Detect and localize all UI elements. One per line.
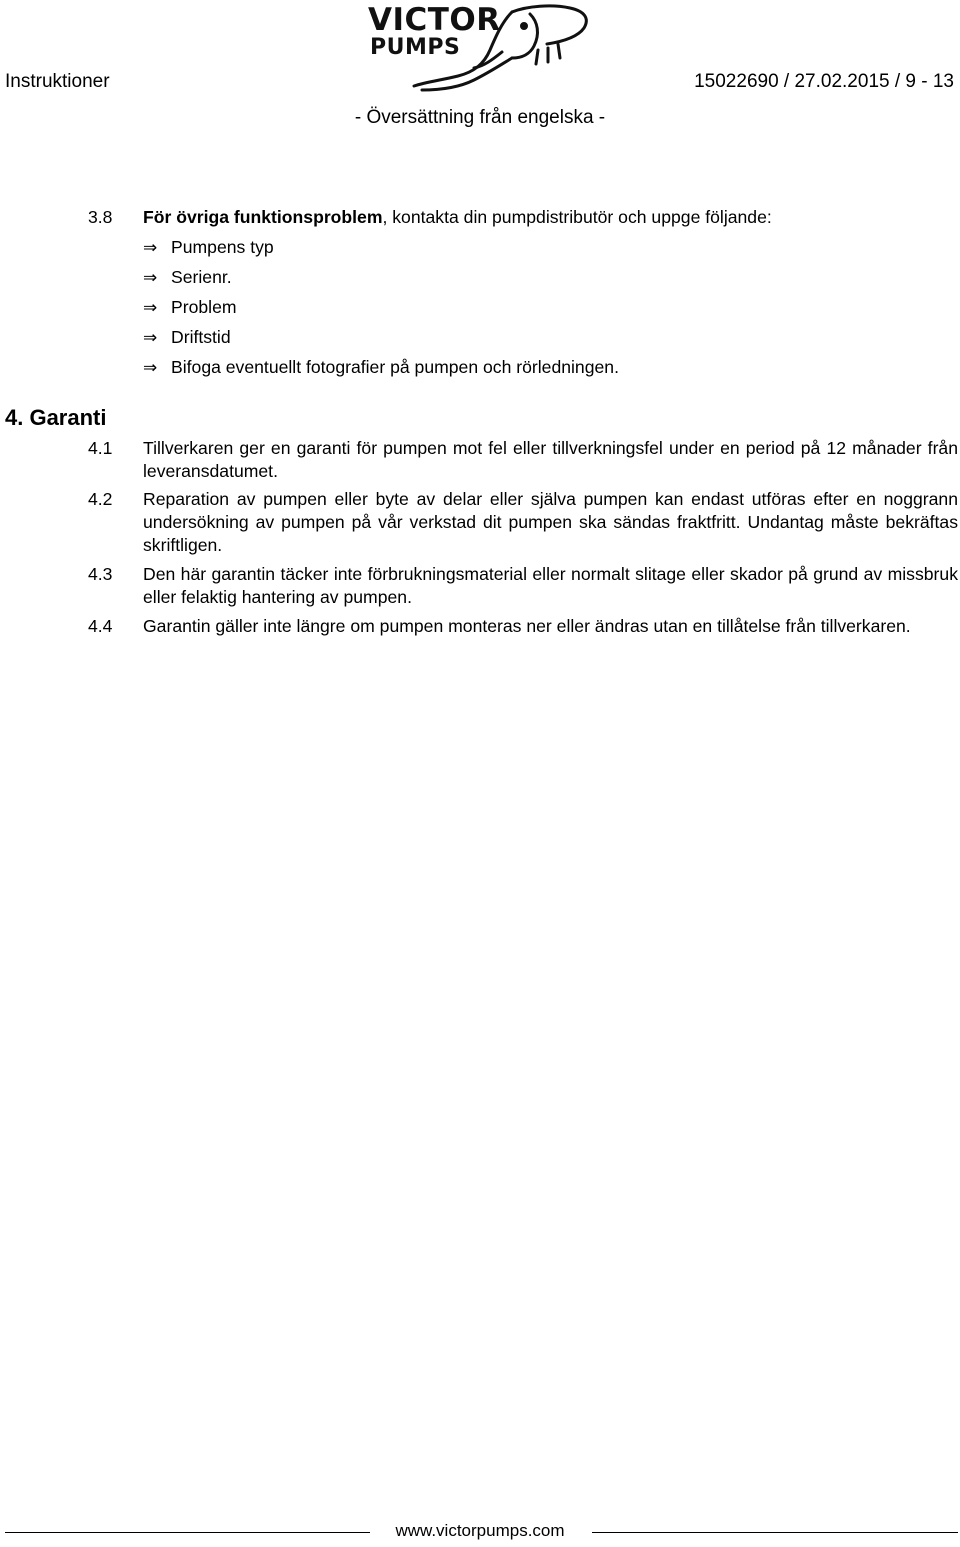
list-item: ⇒ Pumpens typ	[143, 237, 274, 258]
victor-pumps-logo	[362, 2, 598, 94]
item-3-8-lead-rest: , kontakta din pumpdistributör och uppge följande:	[382, 207, 772, 227]
double-arrow-icon: ⇒	[143, 238, 158, 258]
item-number-3-8: 3.8	[88, 207, 113, 227]
double-arrow-icon: ⇒	[143, 298, 158, 318]
header-subtitle: - Översättning från engelska -	[354, 107, 606, 128]
item-3-8-lead	[143, 206, 958, 229]
item-number-4-2: 4.2	[88, 489, 113, 509]
logo-line1: VICTOR	[368, 2, 501, 38]
item-number-4-3: 4.3	[88, 564, 113, 584]
list-item: ⇒ Driftstid	[143, 327, 231, 348]
item-number-4-1: 4.1	[88, 438, 113, 458]
footer-url: www.victorpumps.com	[395, 1521, 565, 1540]
double-arrow-icon: ⇒	[143, 328, 158, 348]
section-title: 4. Garanti	[5, 405, 107, 430]
header-doc-ref: 15022690 / 27.02.2015 / 9 - 13	[694, 71, 954, 92]
list-item: ⇒ Problem	[143, 297, 237, 318]
list-item: ⇒ Serienr.	[143, 267, 232, 288]
elephant-icon	[362, 2, 598, 94]
item-text-4-1: Tillverkaren ger en garanti för pumpen mot fel eller tillverkningsfel under en period på 12 månader från leveransdatumet.	[143, 438, 958, 481]
item-text-4-4: Garantin gäller inte längre om pumpen monteras ner eller ändras utan en tillåtelse från tillverkaren.	[143, 616, 911, 636]
item-3-8-lead-bold: För övriga funktionsproblem	[143, 207, 383, 227]
double-arrow-icon: ⇒	[143, 268, 158, 288]
double-arrow-icon: ⇒	[143, 358, 158, 378]
logo-line2: PUMPS	[370, 35, 461, 60]
item-number-4-4: 4.4	[88, 616, 113, 636]
item-text-4-3: Den här garantin täcker inte förbrukningsmaterial eller normalt slitage eller skador på grund av missbruk eller felaktig hantering av pumpen.	[143, 564, 958, 607]
list-item: ⇒ Bifoga eventuellt fotografier på pumpen och rörledningen.	[143, 357, 619, 378]
item-text-4-2: Reparation av pumpen eller byte av delar eller själva pumpen kan endast utföras efter en noggrann undersökning av pumpen på vår verkstad dit pumpen ska sändas fraktfritt. Undantag måste bekräftas skriftligen.	[143, 489, 958, 555]
header-doc-type: Instruktioner	[5, 71, 110, 92]
